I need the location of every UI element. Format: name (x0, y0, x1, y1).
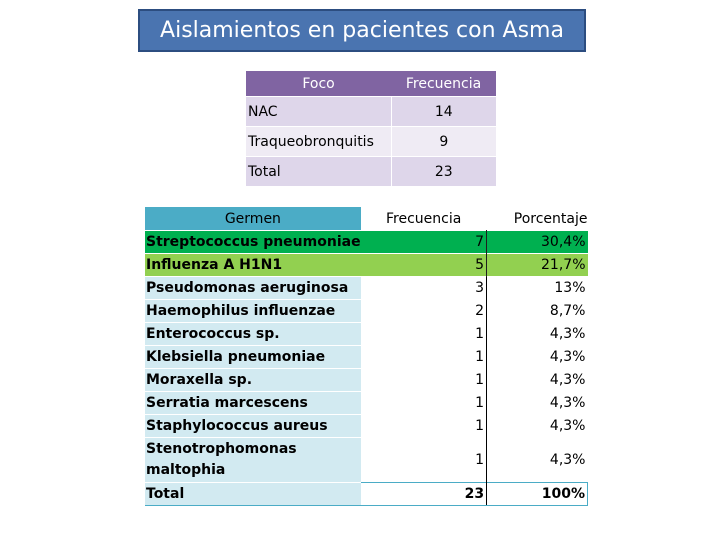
porcentaje-cell: 4,3% (487, 392, 588, 415)
foco-header: Foco (246, 71, 391, 97)
germen-cell: Moraxella sp. (145, 369, 361, 392)
table-row (145, 231, 588, 254)
germen-cell: Haemophilus influenzae (145, 300, 361, 323)
porcentaje-cell: 30,4% (487, 231, 588, 254)
frecuencia-cell: 5 (361, 254, 487, 277)
frecuencia-cell: 23 (391, 157, 496, 187)
frecuencia-cell: 1 (361, 323, 487, 346)
frecuencia-cell: 9 (391, 127, 496, 157)
table-row (246, 97, 496, 127)
table-row (145, 323, 588, 346)
germen-table-header-row (145, 207, 588, 231)
frecuencia-cell: 14 (391, 97, 496, 127)
germen-cell: Stenotrophomonas maltophia (145, 438, 361, 483)
germen-cell: Enterococcus sp. (145, 323, 361, 346)
slide-title: Aislamientos en pacientes con Asma (160, 18, 564, 43)
frecuencia-cell: 1 (361, 369, 487, 392)
table-row (145, 346, 588, 369)
germen-cell: Streptococcus pneumoniae (145, 231, 361, 254)
porcentaje-cell: 8,7% (487, 300, 588, 323)
foco-table (246, 71, 496, 186)
germen-cell: Influenza A H1N1 (145, 254, 361, 277)
frecuencia-header: Frecuencia (391, 71, 496, 97)
slide-title-box (138, 9, 586, 52)
germen-cell: Serratia marcescens (145, 392, 361, 415)
frecuencia-cell: 3 (361, 277, 487, 300)
porcentaje-total: 100% (487, 483, 588, 506)
porcentaje-cell: 21,7% (487, 254, 588, 277)
table-row (145, 254, 588, 277)
table-row (246, 157, 496, 187)
foco-cell: Traqueobronquitis (246, 127, 391, 157)
total-row (145, 483, 588, 506)
frecuencia-total: 23 (361, 483, 487, 506)
foco-table-header-row (246, 71, 496, 97)
frecuencia-cell: 2 (361, 300, 487, 323)
germen-cell: Staphylococcus aureus (145, 415, 361, 438)
porcentaje-cell: 4,3% (487, 323, 588, 346)
table-row (145, 438, 588, 483)
germen-header: Germen (145, 207, 361, 231)
porcentaje-cell: 4,3% (487, 369, 588, 392)
frecuencia-cell: 1 (361, 415, 487, 438)
porcentaje-header: Porcentaje (487, 207, 588, 231)
table-row (145, 277, 588, 300)
foco-cell: Total (246, 157, 391, 187)
frecuencia-header: Frecuencia (361, 207, 487, 231)
foco-cell: NAC (246, 97, 391, 127)
germen-cell: Klebsiella pneumoniae (145, 346, 361, 369)
porcentaje-cell: 4,3% (487, 415, 588, 438)
table-row (145, 300, 588, 323)
porcentaje-cell: 4,3% (487, 438, 588, 483)
germen-cell: Pseudomonas aeruginosa (145, 277, 361, 300)
germen-total-label: Total (145, 483, 361, 506)
frecuencia-cell: 7 (361, 231, 487, 254)
frecuencia-cell: 1 (361, 438, 487, 483)
table-row (145, 369, 588, 392)
germen-table (145, 207, 588, 506)
table-row (145, 392, 588, 415)
table-row (246, 127, 496, 157)
table-row (145, 415, 588, 438)
porcentaje-cell: 4,3% (487, 346, 588, 369)
frecuencia-cell: 1 (361, 346, 487, 369)
porcentaje-cell: 13% (487, 277, 588, 300)
frecuencia-cell: 1 (361, 392, 487, 415)
